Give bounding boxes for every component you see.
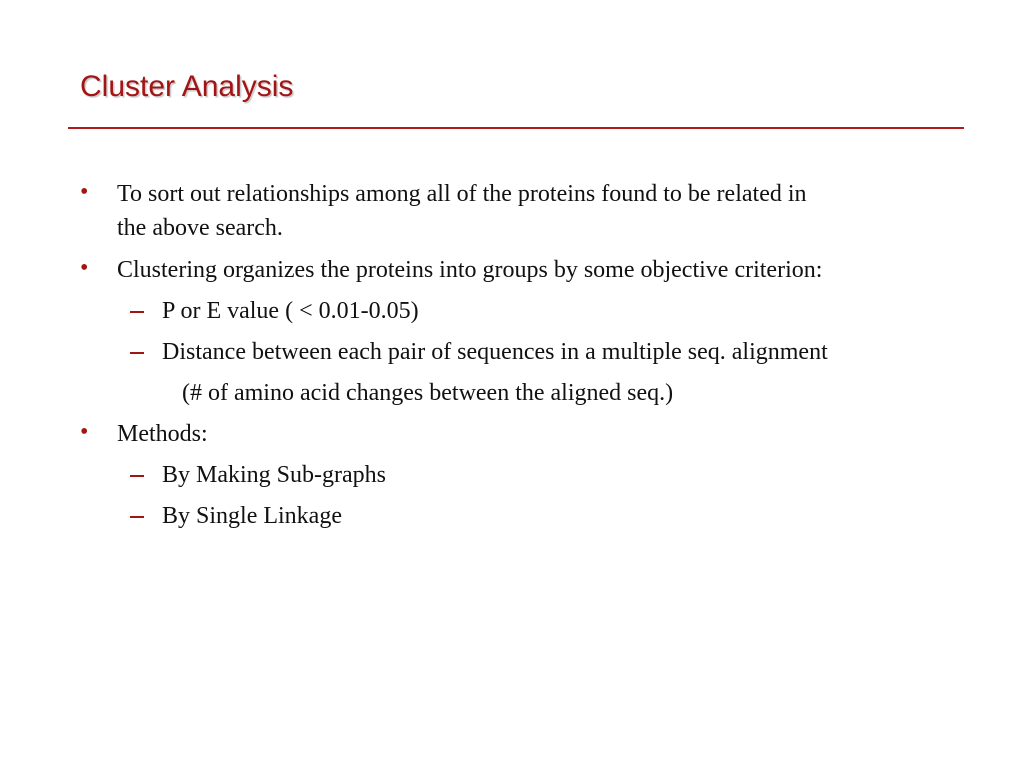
title-divider xyxy=(68,127,964,129)
slide-title: Cluster Analysis xyxy=(80,70,294,103)
bullet-marker: • xyxy=(80,255,89,281)
sub-item-p-e-value: P or E value ( < 0.01-0.05) xyxy=(162,298,419,324)
sub-item-single-linkage: By Single Linkage xyxy=(162,503,342,529)
sub-item-distance-line-1: Distance between each pair of sequences in a multiple seq. alignment xyxy=(162,339,828,365)
bullet-3-line-1: Methods: xyxy=(117,421,208,447)
bullet-marker: • xyxy=(80,419,89,445)
sub-item-sub-graphs: By Making Sub-graphs xyxy=(162,462,386,488)
bullet-2-line-1: Clustering organizes the proteins into groups by some objective criterion: xyxy=(117,257,823,283)
bullet-1-line-2: the above search. xyxy=(117,215,283,241)
sub-item-distance-line-2: (# of amino acid changes between the aligned seq.) xyxy=(182,380,674,406)
bullet-1-line-1: To sort out relationships among all of the proteins found to be related in xyxy=(117,181,807,207)
sub-bullet-dash xyxy=(130,475,144,477)
sub-bullet-dash xyxy=(130,311,144,313)
sub-bullet-dash xyxy=(130,516,144,518)
bullet-marker: • xyxy=(80,179,89,205)
sub-bullet-dash xyxy=(130,352,144,354)
